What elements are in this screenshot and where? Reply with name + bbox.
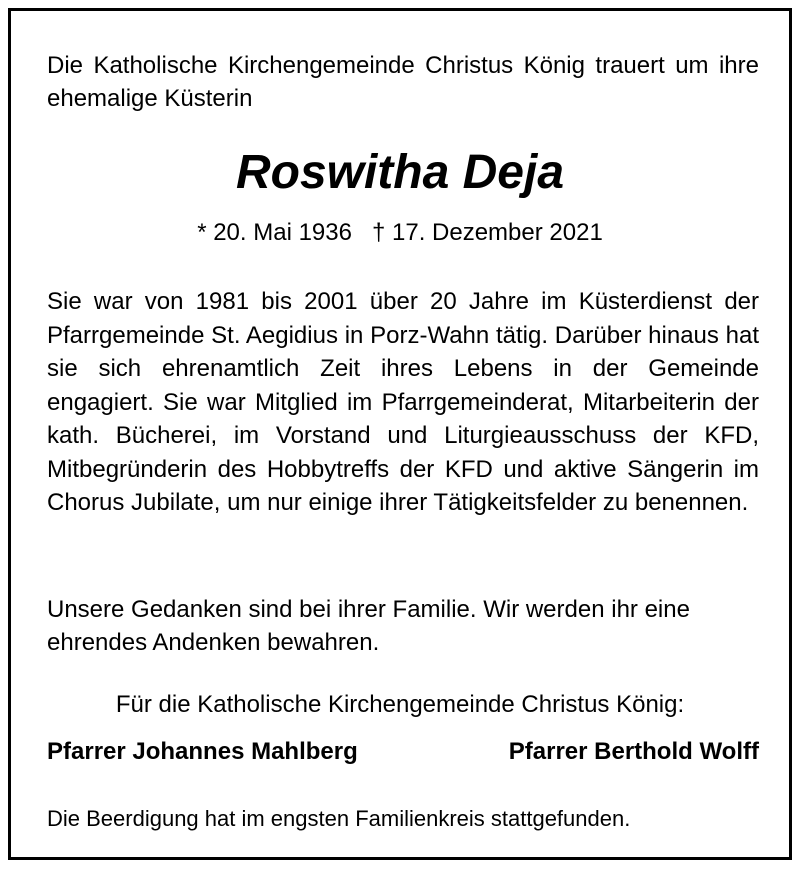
signature-intro: Für die Katholische Kirchengemeinde Christus König: [115, 691, 685, 718]
funeral-note: Die Beerdigung hat im engsten Familienkreis stattgefunden. [47, 806, 631, 831]
signer-left: Pfarrer Johannes Mahlberg [47, 738, 358, 765]
death-date: † 17. Dezember 2021 [371, 219, 603, 246]
life-dates [11, 217, 789, 249]
closing-text: Unsere Gedanken sind bei ihrer Familie. Wir werden ihr eine ehrendes Andenken bewahren. [47, 596, 690, 656]
biography-text: Sie war von 1981 bis 2001 über 20 Jahre im Küsterdienst der Pfarrgemeinde St. Aegidius in Porz-Wahn tätig. Darüber hinaus hat sie sich ehrenamtlich Zeit ihres Lebens in der Gemeinde engagiert. Sie war Mitglied im Pfarrgemeinderat, Mitarbeiterin der kath. Bücherei, im Vorstand und Liturgieausschuss der KFD, Mitbegründerin des Hobbytreffs der KFD und aktive Sängerin im Chorus Jubilate, um nur einige ihrer Tätigkeitsfelder zu benennen. [47, 288, 759, 516]
deceased-name: Roswitha Deja [235, 146, 565, 199]
signer-right: Pfarrer Berthold Wolff [508, 738, 759, 765]
obituary-notice [8, 8, 792, 860]
birth-date: * 20. Mai 1936 [197, 219, 352, 246]
intro-text: Die Katholische Kirchengemeinde Christus König trauert um ihre ehemalige Küsterin [47, 52, 759, 112]
